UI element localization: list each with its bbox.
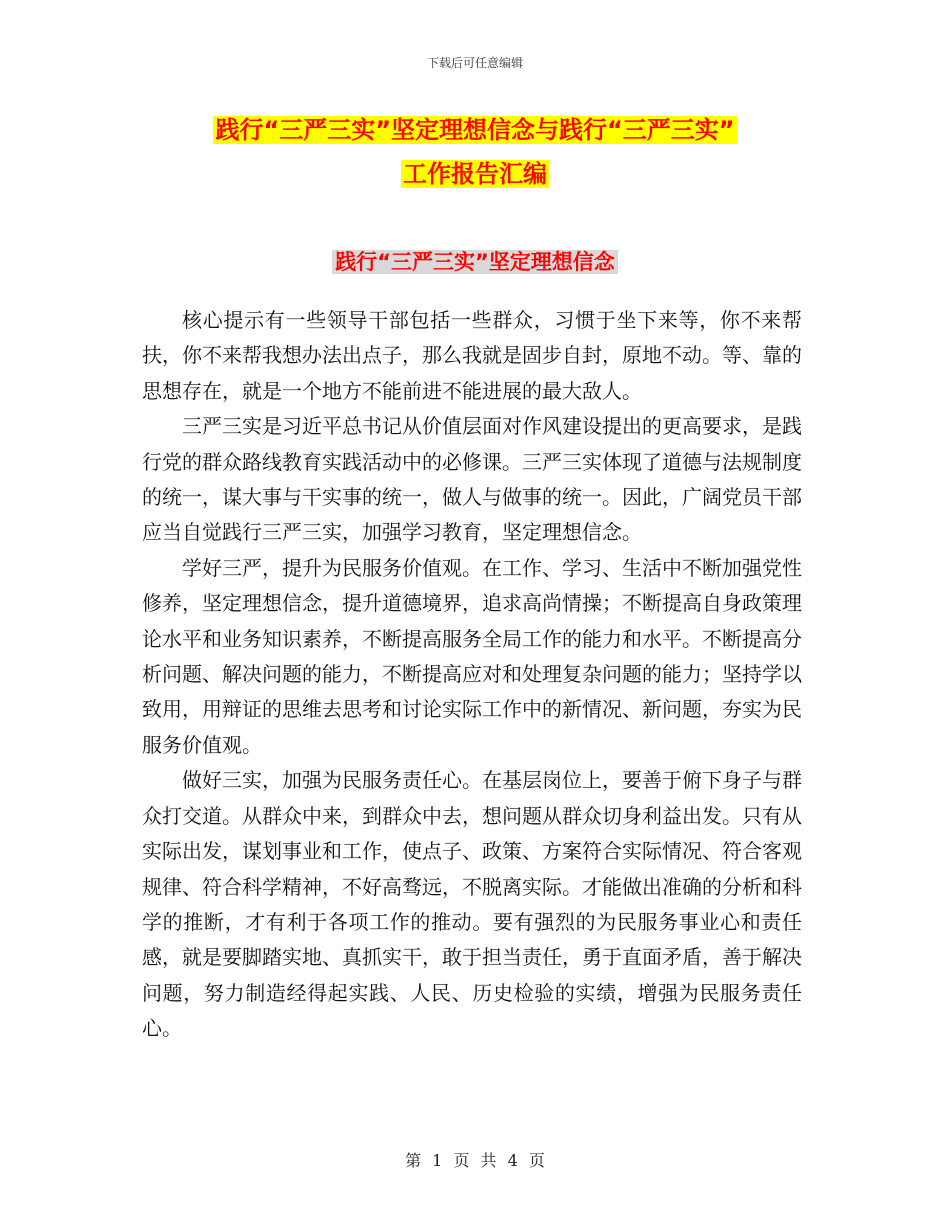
paragraph-3: 学好三严，提升为民服务价值观。在工作、学习、生活中不断加强党性修养，坚定理想信念，提升道德境界，追求高尚情操；不断提高自身政策理论水平和业务知识素养，不断提高服务全局工作的能力和水平。不断提高分析问题、解决问题的能力，不断提高应对和处理复杂问题的能力；坚持学以致用，用辩证的思维去思考和讨论实际工作中的新情况、新问题，夯实为民服务价值观。 [142, 555, 802, 757]
page-number-footer: 第 1 页 共 4 页 [405, 1151, 545, 1170]
paragraph-4: 做好三实，加强为民服务责任心。在基层岗位上，要善于俯下身子与群众打交道。从群众中来，到群众中去，想问题从群众切身利益出发。只有从实际出发，谋划事业和工作，使点子、政策、方案符合实际情况、符合客观规律、符合科学精神，不好高骛远，不脱离实际。才能做出准确的分析和科学的推断，才有利于各项工作的推动。要有强烈的为民服务事业心和责任感，就是要脚踏实地、真抓实干，敢于担当责任，勇于直面矛盾，善于解决问题，努力制造经得起实践、人民、历史检验的实绩，增强为民服务责任心。 [142, 768, 802, 1041]
section-title-text: 践行“三严三实”坚定理想信念 [332, 250, 618, 274]
document-title-line-2-text: 工作报告汇编 [403, 160, 547, 188]
paragraph-1: 核心提示有一些领导干部包括一些群众，习惯于坐下来等，你不来帮扶，你不来帮我想办法出点子，那么我就是固步自封，原地不动。等、靠的思想存在，就是一个地方不能前进不能进展的最大敌人。 [142, 308, 802, 403]
paragraph-2: 三严三实是习近平总书记从价值层面对作风建设提出的更高要求，是践行党的群众路线教育实践活动中的必修课。三严三实体现了道德与法规制度的统一，谋大事与干实事的统一，做人与做事的统一。因此，广阔党员干部应当自觉践行三严三实，加强学习教育，坚定理想信念。 [142, 414, 802, 545]
header-note: 下载后可任意编辑 [426, 56, 523, 70]
section-title [0, 245, 950, 279]
document-title-line-1-text: 践行“三严三实”坚定理想信念与践行“三严三实” [215, 116, 735, 144]
document-body [142, 303, 802, 1047]
document-title-line-2 [0, 157, 950, 191]
document-title-line-1 [0, 113, 950, 147]
